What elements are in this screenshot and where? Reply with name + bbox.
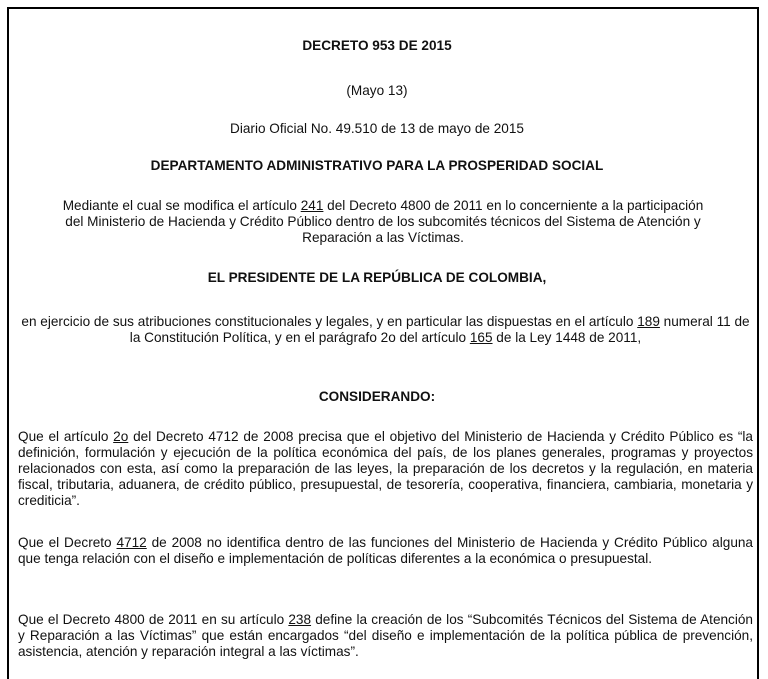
p3-text-1: Que el Decreto 4800 de 2011 en su artículo — [18, 612, 289, 627]
article-238-link[interactable]: 238 — [288, 612, 312, 627]
powers-text-3: de la Ley 1448 de 2011, — [492, 330, 642, 345]
decree-title: DECRETO 953 DE 2015 — [302, 38, 452, 53]
article-2o-link[interactable]: 2o — [113, 429, 129, 444]
p2-text-2: de 2008 no identifica dentro de las funciones del Ministerio de Hacienda y Crédito Público alguna que tenga relación con el diseño e implementación de políticas diferentes a la económica o presupuestal. — [18, 535, 753, 566]
article-189-link[interactable]: 189 — [637, 314, 660, 329]
considering-heading: CONSIDERANDO: — [318, 389, 436, 404]
decree-summary — [53, 198, 713, 246]
decree-date: (Mayo 13) — [346, 83, 408, 98]
p1-text-1: Que el artículo — [18, 429, 114, 444]
president-heading: EL PRESIDENTE DE LA REPÚBLICA DE COLOMBIA, — [207, 270, 547, 285]
decree-4712-link[interactable]: 4712 — [116, 535, 147, 550]
considering-paragraph-3 — [18, 612, 753, 660]
article-241-link[interactable]: 241 — [300, 198, 324, 213]
powers-text-2: numeral 11 de la Constitución Política, y en el parágrafo 2o del artículo — [129, 314, 750, 345]
powers-paragraph — [18, 314, 753, 346]
p1-text-2: del Decreto 4712 de 2008 precisa que el objetivo del Ministerio de Hacienda y Crédito Público es “la definición, formulación y ejecución de la política económica del país, de los planes generales, programas y proyectos relacionados con esta, así como la preparación de las leyes, la preparación de los decretos y la regulación, en materia fiscal, tributaria, aduanera, de crédito público, presupuestal, de tesorería, cooperativa, financiera, cambiaria, monetaria y crediticia”. — [18, 429, 753, 508]
gazette-reference: Diario Oficial No. 49.510 de 13 de mayo de 2015 — [230, 121, 524, 136]
summary-text-1: Mediante el cual se modifica el artículo — [62, 198, 301, 213]
considering-paragraph-2 — [18, 535, 753, 567]
powers-text-1: en ejercicio de sus atribuciones constitucionales y legales, y en particular las dispuestas en el artículo — [21, 314, 638, 329]
department-heading: DEPARTAMENTO ADMINISTRATIVO PARA LA PROSPERIDAD SOCIAL — [150, 158, 604, 173]
p3-text-2: define la creación de los “Subcomités Técnicos del Sistema de Atención y Reparación a las Víctimas” que están encargados “del diseño e implementación de la política pública de prevención, asistencia, atención y reparación integral a las víctimas”. — [18, 612, 753, 659]
p2-text-1: Que el Decreto — [18, 535, 117, 550]
article-165-link[interactable]: 165 — [469, 330, 493, 345]
summary-text-2: del Decreto 4800 de 2011 en lo concerniente a la participación del Ministerio de Hacienda y Crédito Público dentro de los subcomités técnicos del Sistema de Atención y Reparación a las Víctimas. — [65, 198, 704, 245]
considering-paragraph-1 — [18, 429, 753, 509]
